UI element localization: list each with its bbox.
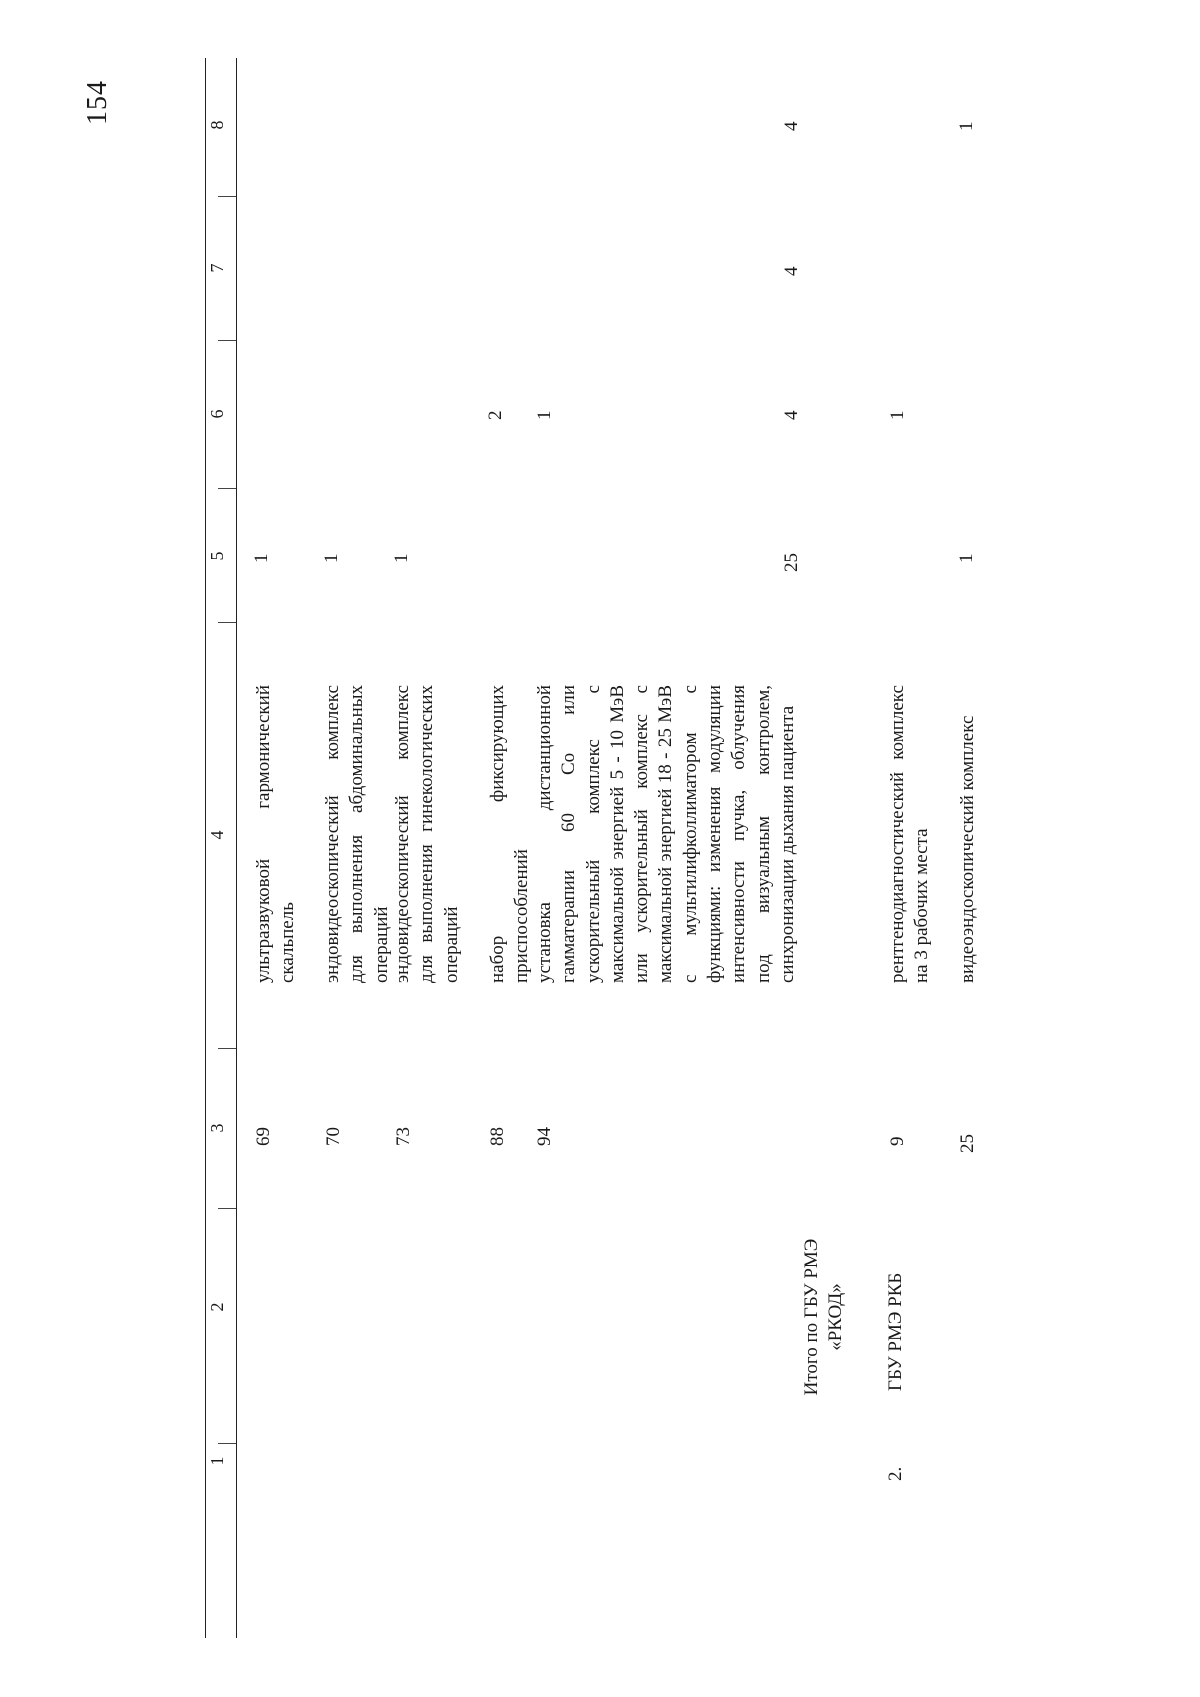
section-number: 2.: [885, 1466, 906, 1481]
header-separator: [218, 1208, 236, 1209]
row-code: 73: [393, 1127, 414, 1146]
row-col5-value: 1: [321, 553, 342, 563]
column-number: 5: [207, 551, 227, 561]
table-header-rule: [236, 58, 237, 1638]
row-description: ультразвуковой гармонический скальпель: [253, 685, 299, 983]
row-code: 25: [957, 1134, 978, 1153]
row-description: видеоэндоскопический комплекс: [957, 715, 978, 983]
total-col5: 25: [781, 553, 802, 572]
section-organization: ГБУ РМЭ РКБ: [885, 1272, 906, 1391]
header-separator: [218, 622, 236, 623]
column-number: 7: [207, 263, 227, 273]
row-col5-value: 1: [956, 553, 977, 563]
page-number: 154: [82, 80, 113, 125]
table-top-rule: [205, 58, 206, 1638]
column-number: 6: [207, 409, 227, 419]
row-col6-value: 1: [534, 410, 555, 420]
header-separator: [218, 340, 236, 341]
row-col6-value: 2: [485, 410, 506, 420]
header-separator: [218, 488, 236, 489]
row-code: 70: [323, 1127, 344, 1146]
row-code: 88: [487, 1127, 508, 1146]
row-code: 94: [534, 1127, 555, 1146]
total-col8: 4: [781, 121, 802, 131]
column-number: 1: [207, 1456, 227, 1466]
row-col5-value: 1: [391, 553, 412, 563]
total-col6: 4: [781, 410, 802, 420]
row-description: набор фиксирующих приспособлений: [487, 685, 533, 983]
row-col8-value: 1: [956, 121, 977, 131]
column-number: 8: [207, 120, 227, 130]
header-separator: [218, 196, 236, 197]
total-col7: 4: [781, 266, 802, 276]
row-code: 9: [887, 1136, 908, 1146]
column-number: 3: [207, 1123, 227, 1133]
row-code: 69: [253, 1127, 274, 1146]
column-number: 4: [207, 830, 227, 840]
total-label: Итого по ГБУ РМЭ «РКОД»: [801, 1238, 846, 1396]
row-description: эндовидеоскопический комплекс для выполнения гинекологических операций: [392, 685, 462, 983]
row-col6-value: 1: [887, 410, 908, 420]
row-description: рентгенодиагностический комплекс на 3 рабочих места: [887, 685, 933, 983]
row-col5-value: 1: [251, 553, 272, 563]
row-description: установка дистанционной гамматерапии 60 Со или ускорительный комплекс с максимальной энергией 5 - 10 МэВ или ускорительный комплекс с максимальной энергией 18 - 25 МэВ с мультилифколлиматором с функциями: изменения модуляции интенсивности пучка, облучения под визуальным контролем, синхронизации дыхания пациента: [534, 685, 798, 983]
header-separator: [218, 1048, 236, 1049]
column-number: 2: [207, 1302, 227, 1312]
row-description: эндовидеоскопический комплекс для выполнения абдоминальных операций: [322, 685, 392, 983]
